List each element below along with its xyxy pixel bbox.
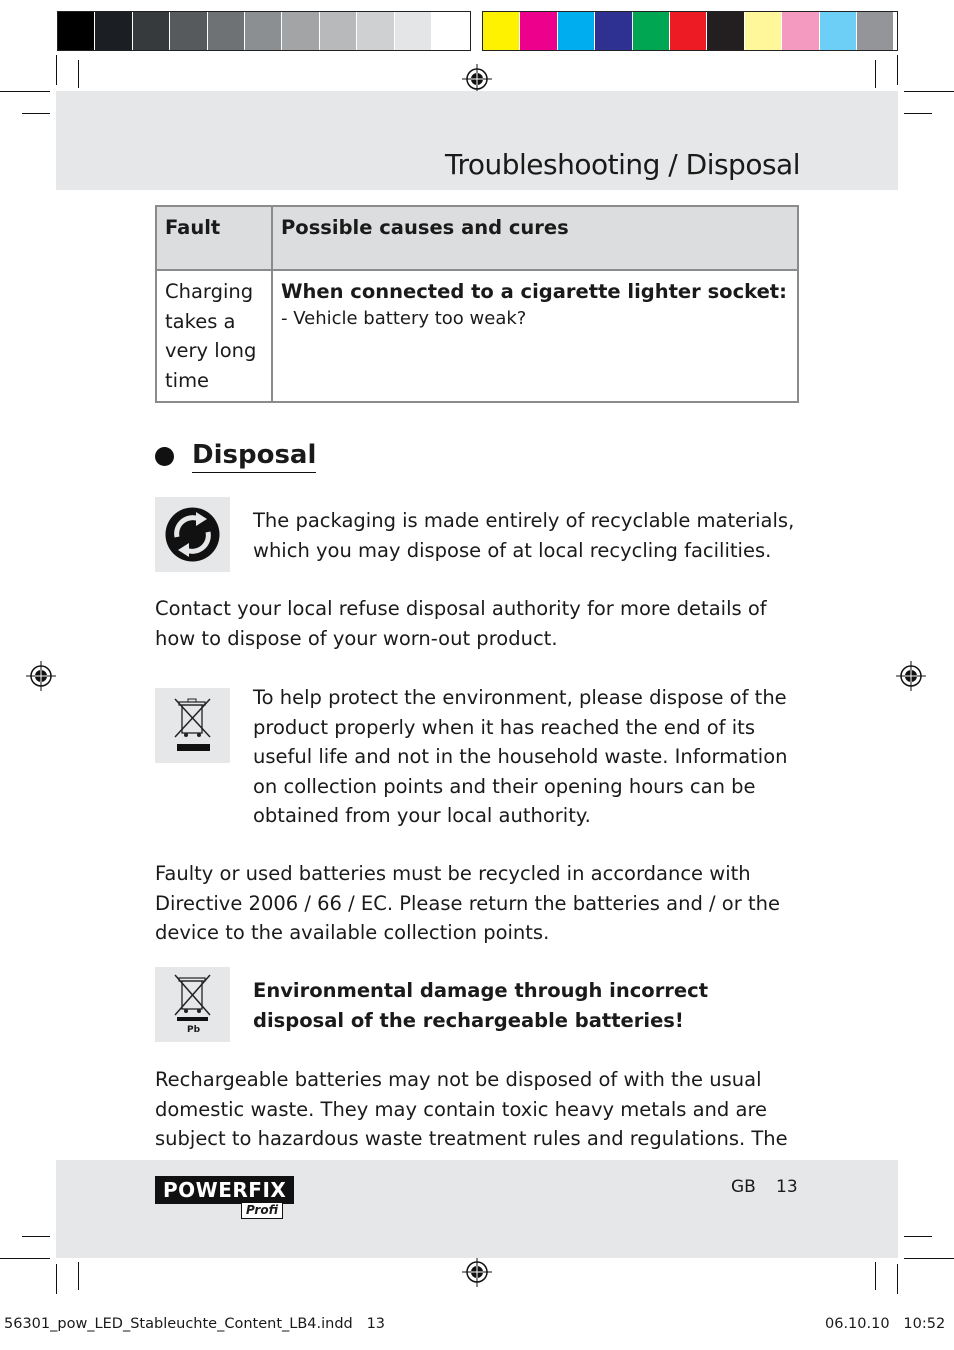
cause-title: When connected to a cigarette lighter socket: (281, 280, 787, 303)
color-swatch-3 (595, 12, 632, 50)
grey-swatch-8 (357, 12, 394, 50)
crop-mark (904, 91, 954, 92)
color-swatch-4 (633, 12, 670, 50)
crop-mark (22, 113, 50, 114)
green-dot-recycle-icon (155, 497, 230, 572)
grey-swatch-10 (432, 12, 469, 50)
crop-mark (0, 91, 50, 92)
packaging-text: The packaging is made entirely of recyclable materials, which you may dispose of at local recycling facilities. (253, 509, 795, 562)
crop-mark (904, 1258, 954, 1259)
grey-swatch-6 (282, 12, 319, 50)
grey-swatch-9 (395, 12, 432, 50)
rechargeable-text: Rechargeable batteries may not be disposed of with the usual domestic waste. They may contain toxic heavy metals and are subject to hazardous waste treatment rules and regulations. The (155, 1068, 788, 1150)
color-swatch-7 (745, 12, 782, 50)
page-title: Troubleshooting / Disposal (444, 148, 800, 181)
cause-detail: - Vehicle battery too weak? (281, 307, 527, 329)
crop-mark (904, 1236, 932, 1237)
color-swatch-0 (483, 12, 520, 50)
crop-mark (897, 1264, 898, 1294)
registration-mark-icon (896, 661, 926, 691)
color-swatch-5 (670, 12, 707, 50)
warning-text: Environmental damage through incorrect disposal of the rechargeable batteries! (253, 979, 709, 1032)
table-header-fault: Fault (156, 206, 272, 270)
color-swatch-2 (558, 12, 595, 50)
grey-swatch-0 (58, 12, 95, 50)
registration-mark-icon (462, 64, 492, 94)
troubleshooting-table (155, 205, 799, 403)
crop-mark (22, 1236, 50, 1237)
color-calibration-bar-grey (58, 12, 470, 50)
slug-datetime: 06.10.10 10:52 (825, 1316, 946, 1332)
grey-swatch-3 (170, 12, 207, 50)
brand-sub: Profi (241, 1202, 283, 1219)
footer-band (56, 1160, 898, 1258)
table-header-causes: Possible causes and cures (272, 206, 798, 270)
grey-swatch-5 (245, 12, 282, 50)
pb-label: Pb (187, 1025, 201, 1035)
contact-text: Contact your local refuse disposal authority for more details of how to dispose of your worn-out product. (155, 597, 767, 650)
brand-name: POWERFIX (155, 1176, 294, 1204)
bullet-icon (155, 447, 174, 466)
crop-mark (56, 55, 57, 85)
grey-swatch-7 (320, 12, 357, 50)
crossed-out-bin-icon (155, 688, 230, 763)
crop-mark (904, 113, 932, 114)
crop-mark (56, 1264, 57, 1294)
crop-mark (78, 60, 79, 88)
color-swatch-6 (707, 12, 744, 50)
crop-mark (78, 1262, 79, 1290)
registration-mark-icon (26, 661, 56, 691)
table-row (156, 270, 798, 402)
crop-mark (897, 55, 898, 85)
slug-filename: 56301_pow_LED_Stableuchte_Content_LB4.indd 13 (4, 1316, 386, 1332)
grey-swatch-4 (208, 12, 245, 50)
page-number: 13 (776, 1177, 798, 1197)
table-header-row (156, 206, 798, 270)
brand-logo (155, 1176, 294, 1217)
color-swatch-9 (820, 12, 857, 50)
language-code: GB (731, 1177, 756, 1197)
table-cell-fault: Charging takes a very long time (156, 270, 272, 402)
crossed-out-bin-pb-icon (155, 967, 230, 1042)
registration-mark-icon (462, 1257, 492, 1287)
table-cell-cause (272, 270, 798, 402)
grey-swatch-2 (133, 12, 170, 50)
section-title: Disposal (192, 440, 316, 473)
crop-mark (875, 1262, 876, 1290)
product-disposal-text: To help protect the environment, please dispose of the product properly when it has reached the end of its useful life and not in the household waste. Information on collection points and their opening hours can be obtained from your local authority. (253, 686, 788, 827)
color-swatch-8 (782, 12, 819, 50)
crop-mark (875, 60, 876, 88)
crop-mark (0, 1258, 50, 1259)
battery-text: Faulty or used batteries must be recycled in accordance with Directive 2006 / 66 / EC. Please return the batteries and / or the device to the available collection points. (155, 862, 780, 944)
grey-swatch-1 (95, 12, 132, 50)
section-heading (155, 440, 316, 473)
color-calibration-bar-color (483, 12, 897, 50)
color-swatch-10 (857, 12, 894, 50)
color-swatch-1 (520, 12, 557, 50)
